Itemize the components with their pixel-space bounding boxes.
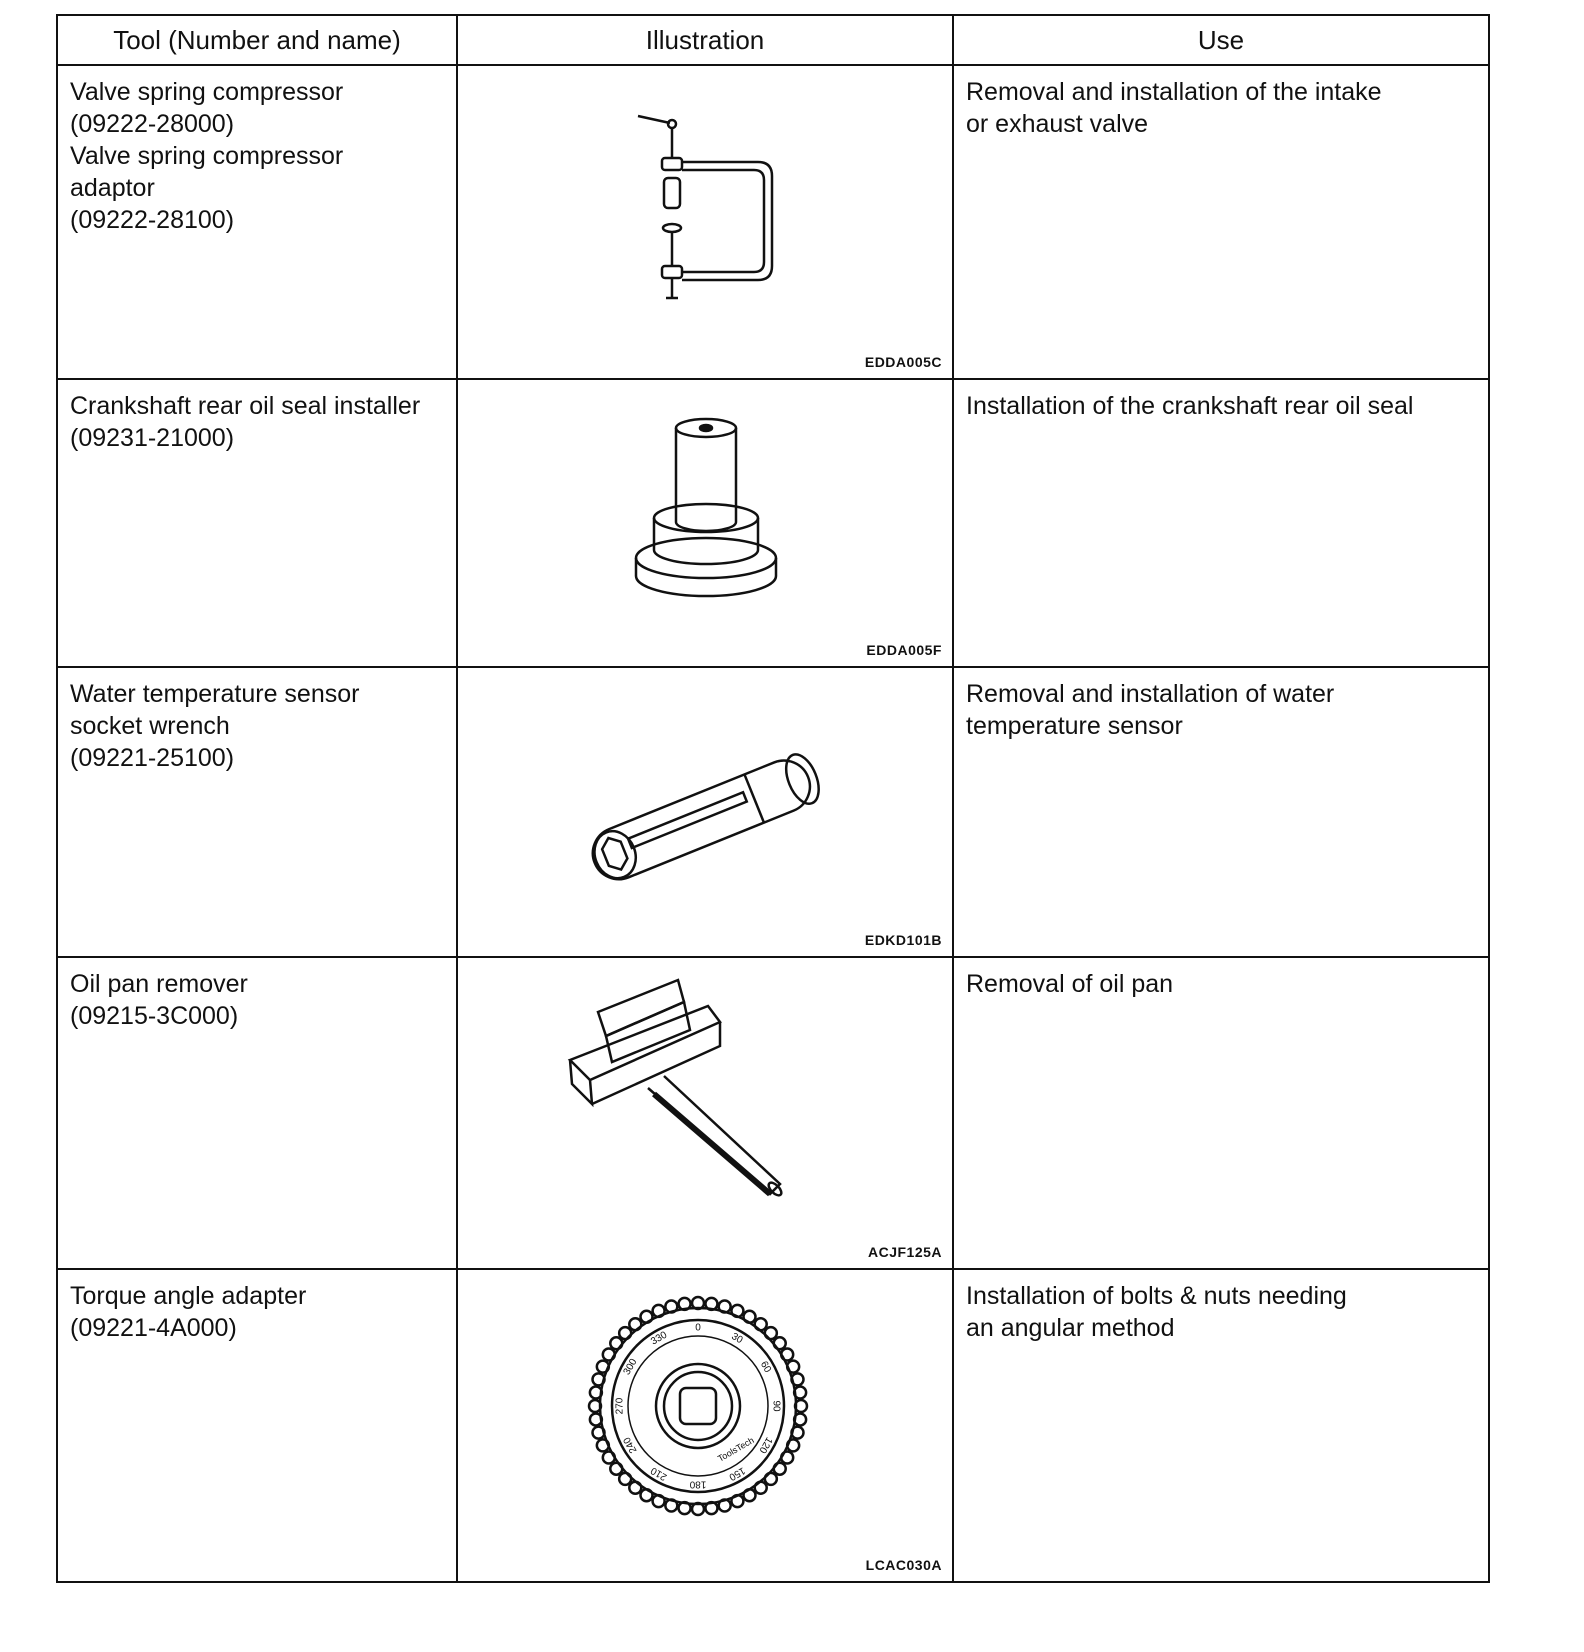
torque-angle-adapter-icon [458,1270,954,1583]
table-row [57,667,1489,957]
table-row [57,65,1489,379]
knurl-bump [619,1327,631,1339]
figure-code: EDDA005F [866,642,942,658]
header-row [57,15,1489,65]
knurl-bump [765,1327,777,1339]
knurl-bump [619,1473,631,1485]
knurl-bump [765,1473,777,1485]
tool-name: adaptor [70,174,155,202]
knurl-bump [641,1489,653,1501]
tool-name: Torque angle adapter [70,1282,307,1310]
dial-label: 210 [649,1464,670,1483]
dial-label: 0 [695,1322,701,1334]
knurl-bump [781,1452,793,1464]
tool-number: (09221-25100) [70,744,235,772]
tool-name-cell [57,65,457,379]
use-cell [953,379,1489,667]
header-use: Use [953,15,1489,65]
use-text: or exhaust valve [966,110,1149,138]
dial-label: 150 [726,1464,747,1483]
tool-name: Water temperature sensor [70,680,360,708]
figure-code: ACJF125A [867,1244,942,1260]
tool-number: (09222-28100) [70,206,235,234]
knurl-bump [610,1463,622,1475]
knurl-bump [610,1337,622,1349]
knurl-bump [744,1489,756,1501]
dial-label: 180 [689,1478,707,1490]
tool-name: Valve spring compressor [70,142,344,170]
illustration-cell [457,379,953,667]
use-text: an angular method [966,1314,1175,1342]
header-illustration: Illustration [457,15,953,65]
tool-number: (09215-3C000) [70,1002,239,1030]
figure-code: EDDA005C [864,354,942,370]
use-text: Installation of bolts & nuts needing [966,1282,1347,1310]
illustration-cell [457,1269,953,1582]
dial-brand: ToolsTech [716,1435,756,1464]
dial-label: 300 [621,1357,640,1378]
knurl-bump [629,1318,641,1330]
knurl-bump [629,1482,641,1494]
valve-spring-compressor-icon [458,66,954,380]
dial-label: 240 [621,1434,640,1455]
tool-name: Crankshaft rear oil seal installer [70,392,421,420]
header-tool: Tool (Number and name) [57,15,457,65]
illustration-cell [457,667,953,957]
dial-label: 60 [757,1359,773,1375]
tool-name-cell [57,957,457,1269]
use-text: Removal of oil pan [966,970,1174,998]
dial-label: 30 [729,1331,745,1347]
tool-number: (09222-28000) [70,110,235,138]
knurl-bump [603,1452,615,1464]
knurl-bump [755,1482,767,1494]
socket-wrench-icon [458,668,954,958]
tool-name-cell [57,1269,457,1582]
dial-label: 270 [614,1397,626,1415]
dial-label: 330 [649,1329,670,1348]
use-cell [953,667,1489,957]
use-text: Removal and installation of the intake [966,78,1382,106]
figure-code: EDKD101B [864,932,942,948]
tool-name: Oil pan remover [70,970,248,998]
tool-name-cell [57,379,457,667]
tool-number: (09231-21000) [70,424,235,452]
illustration-cell [457,957,953,1269]
knurl-bump [744,1311,756,1323]
knurl-bump [774,1463,786,1475]
knurl-bump [603,1349,615,1361]
tool-name-cell [57,667,457,957]
table-row [57,379,1489,667]
illustration-cell [457,65,953,379]
knurl-bump [774,1337,786,1349]
use-text: Removal and installation of water [966,680,1335,708]
use-cell [953,65,1489,379]
tool-name: Valve spring compressor [70,78,344,106]
use-cell [953,1269,1489,1582]
use-text: temperature sensor [966,712,1183,740]
use-cell [953,957,1489,1269]
oil-seal-installer-icon [458,380,954,668]
table-row [57,1269,1489,1582]
figure-code: LCAC030A [865,1557,942,1573]
oil-pan-remover-icon [458,958,954,1270]
special-tools-table [56,14,1490,1583]
tool-name: socket wrench [70,712,230,740]
knurl-bump [781,1349,793,1361]
dial-label: 90 [770,1400,782,1412]
knurl-bump [755,1318,767,1330]
tool-number: (09221-4A000) [70,1314,237,1342]
use-text: Installation of the crankshaft rear oil seal [966,392,1414,420]
dial-scale [615,1323,782,1490]
dial-label: 120 [756,1434,775,1455]
table-row [57,957,1489,1269]
knurl-bump [641,1311,653,1323]
